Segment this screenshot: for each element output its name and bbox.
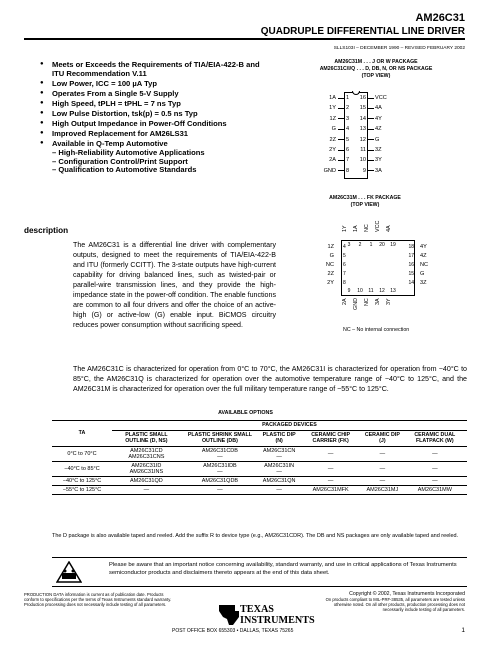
dip-left-pin-number: 6 [346, 147, 350, 153]
feature-subitem: – Qualification to Automotive Standards [52, 165, 197, 174]
dip-pin-stub [338, 129, 344, 130]
device-cell: AM26C31ID AM26C31INS [112, 461, 181, 476]
dip-left-pin-number: 5 [346, 136, 350, 143]
fk-left-pin-number: 7 [343, 271, 346, 277]
device-cell: AM26C31IDB — [181, 461, 259, 476]
fk-bottom-pin-number: 12 [379, 288, 385, 294]
dip-right-pin-label: 4A [375, 105, 382, 112]
device-cell: — [112, 485, 181, 494]
warning-text: Please be aware that an important notice concerning availability, standard warranty, and use in critical applications of Texas Instruments semiconductor products and disclaimers thereto appears at the end of this data sheet. [109, 562, 457, 576]
device-cell: — [299, 461, 362, 476]
dip-right-pin-label: VCC [375, 95, 387, 101]
dip-pin-stub [368, 139, 374, 140]
feature-item: ● High Speed, tPLH = tPHL = 7 ns Typ [40, 99, 270, 108]
document-title: QUADRUPLE DIFFERENTIAL LINE DRIVER [260, 26, 465, 37]
fk-right-pin-label: G [420, 271, 425, 277]
dip-left-pin-number: 7 [346, 157, 350, 164]
dip-pin-stub [338, 108, 344, 109]
copyright-note: On products compliant to MIL-PRF-38535, all parameters are tested unless otherwise noted. On all other products, production processing does not necessarily include testing of all parameters. [325, 597, 465, 612]
fk-bottom-pin-number: 9 [347, 288, 351, 294]
device-cell: — [299, 476, 362, 485]
package1-line3: (TOP VIEW) [361, 73, 391, 79]
device-cell: — [362, 461, 403, 476]
table-row [52, 485, 467, 494]
group-header: PACKAGED DEVICES [112, 421, 467, 431]
ta-cell: −40°C to 125°C [52, 476, 112, 485]
device-cell: — [259, 485, 299, 494]
dip-right-pin-label: 4Z [375, 126, 382, 133]
dip-left-pin-label: 1Z [329, 115, 336, 122]
fk-top-pin-label: 4A [386, 225, 392, 232]
dip-pin-stub [338, 139, 344, 140]
dip-right-pin-number: 16 [359, 95, 366, 101]
column-header: CERAMIC DIP (J) [362, 430, 403, 446]
package2-line1: AM26C31M . . . FK PACKAGE [329, 195, 401, 201]
column-headers [52, 430, 467, 446]
logo-text-texas: TEXAS [240, 604, 274, 615]
dip-left-pin-number: 4 [346, 126, 350, 133]
device-cell: AM26C31CD AM26C31CNS [112, 446, 181, 461]
column-header: PLASTIC SMALL OUTLINE (D, NS) [112, 430, 181, 446]
device-cell: AM26C31CDB — [181, 446, 259, 461]
dip-pin-stub [368, 150, 374, 151]
device-cell: AM26C31IN — [259, 461, 299, 476]
dip-left-pin-label: G [331, 126, 336, 133]
fk-left-pin-label: 2Z [327, 271, 334, 277]
dip-pin-stub [368, 170, 374, 171]
fk-left-pin-number: 6 [343, 262, 346, 268]
feature-item: ● Improved Replacement for AM26LS31 [40, 129, 270, 138]
feature-subitem: – Configuration Control/Print Support [52, 156, 188, 166]
part-number: AM26C31 [415, 12, 465, 24]
dip-left-pin-number: 1 [346, 95, 350, 101]
postal-address: POST OFFICE BOX 655303 • DALLAS, TEXAS 75265 [172, 628, 294, 634]
dip-right-pin-label: 3Y [375, 157, 382, 164]
warning-bottom-rule [52, 586, 467, 587]
dip-pin-stub [338, 160, 344, 161]
dip-left-pin-label: 2A [329, 157, 336, 164]
fk-top-pin-label: VCC [375, 220, 381, 232]
dip-pin-stub [368, 98, 374, 99]
package1-line1: AM26C31M . . . J OR W PACKAGE [334, 59, 418, 65]
ta-cell: −40°C to 85°C [52, 461, 112, 476]
fk-bottom-pin-label: 3Y [386, 298, 392, 305]
fk-top-pin-number: 1 [369, 242, 373, 248]
fk-bottom-pin-number: 11 [368, 288, 374, 294]
package1-heading [286, 59, 466, 80]
column-header: CERAMIC DUAL FLATPACK (W) [403, 430, 467, 446]
dip-left-pin-number: 2 [346, 105, 350, 112]
fk-bottom-pin-label: GND [353, 298, 359, 310]
fk-left-pin-number: 8 [343, 280, 346, 286]
table-row [52, 476, 467, 485]
dip-left-pin-label: 2Z [329, 136, 336, 143]
fk-bottom-pin-label: 2A [342, 298, 348, 305]
fk-left-pin-number: 4 [343, 244, 346, 250]
device-cell: AM26C31MFK [299, 485, 362, 494]
dip-right-pin-number: 10 [359, 157, 366, 164]
device-cell: — [362, 446, 403, 461]
dip-pin-stub [368, 118, 374, 119]
document-number: SLLS103I – DECEMBER 1990 – REVISED FEBRUARY 2002 [333, 46, 465, 51]
column-header: CERAMIC CHIP CARRIER (FK) [299, 430, 362, 446]
fk-top-pin-number: 2 [358, 242, 362, 248]
column-header: PLASTIC DIP (N) [259, 430, 299, 446]
fk-top-pin-number: 3 [347, 242, 351, 248]
device-cell: AM26C31MJ [362, 485, 403, 494]
dip-left-pin-number: 8 [346, 167, 350, 174]
fk-right-pin-number: 16 [408, 262, 414, 268]
device-cell: AM26C31QD [112, 476, 181, 485]
production-data-notice: PRODUCTION DATA information is current as of publication date. Products conform to specifications per the terms of Texas Instruments standard warranty. Production processing does not necessarily include testing of all parameters. [24, 592, 172, 607]
device-cell: AM26C31CN — [259, 446, 299, 461]
device-cell: AM26C31QN [259, 476, 299, 485]
dip-pin-stub [368, 160, 374, 161]
options-table [52, 420, 467, 495]
fk-bottom-pin-number: 10 [357, 288, 363, 294]
fk-right-pin-number: 18 [408, 244, 414, 250]
dip-pin-stub [338, 118, 344, 119]
temperature-paragraph: The AM26C31C is characterized for operation from 0°C to 70°C, the AM26C31I is characterized for operation from −40°C to 85°C, the AM26C31Q is characterized for operation over the automotive temperature range of −40°C to 125°C, and the AM26C31M is characterized for operation over the full military temperature range of −55°C to 125°C. [73, 365, 467, 393]
device-cell: — [403, 461, 467, 476]
dip-right-pin-label: 4Y [375, 115, 382, 122]
warning-rule [52, 557, 467, 558]
dip-right-pin-number: 9 [362, 167, 366, 174]
fk-right-pin-number: 17 [408, 253, 414, 259]
feature-item: ● Meets or Exceeds the Requirements of TIA/EIA-422-B and ITU Recommendation V.11 [40, 60, 270, 78]
feature-item: ● Low Pulse Distortion, tsk(p) = 0.5 ns Typ [40, 109, 270, 118]
dip-pin-stub [338, 170, 344, 171]
package2-heading [300, 195, 430, 209]
fk-bottom-pin-label: NC [364, 298, 370, 306]
table-row [52, 461, 467, 476]
fk-left-pin-label: G [329, 253, 334, 259]
ta-cell: −55°C to 125°C [52, 485, 112, 494]
dip-right-pin-label: G [375, 136, 380, 143]
dip-left-pin-label: 2Y [329, 147, 336, 153]
dip-left-pin-label: GND [323, 167, 336, 174]
feature-item: ● Operates From a Single 5-V Supply [40, 89, 270, 98]
fk-top-pin-number: 20 [379, 242, 385, 248]
feature-item: ● Available in Q-Temp Automotive [40, 139, 270, 148]
dip-left-pin-label: 1Y [329, 105, 336, 112]
logo-text-instruments: INSTRUMENTS [240, 615, 315, 626]
package2-line2: (TOP VIEW) [350, 202, 380, 208]
fk-right-pin-label: NC [420, 262, 429, 268]
copyright-text: Copyright © 2002, Texas Instruments Incorporated [349, 591, 465, 597]
options-title: AVAILABLE OPTIONS [218, 410, 273, 416]
fk-right-pin-label: 4Z [420, 253, 427, 259]
fk-top-pin-number: 19 [390, 242, 396, 248]
fk-right-pin-label: 4Y [420, 244, 427, 250]
description-heading: description [24, 226, 69, 235]
options-rows [52, 446, 467, 494]
fk-left-pin-label: 2Y [327, 280, 334, 286]
page-number: 1 [461, 627, 465, 634]
dip-right-pin-number: 15 [359, 105, 366, 112]
header-rule [24, 38, 465, 40]
device-cell: — [403, 476, 467, 485]
description-paragraph: The AM26C31 is a differential line driver with complementary outputs, designed to meet the requirements of TIA/EIA-422-B and ITU (formerly CCITT). The 3-state outputs have high-current capability for driving balanced lines, such as twisted-pair or parallel-wire transmission lines, and they provide the high-impedance state in the power-off condition. The enable functions are common to all four drivers and offer the choice of an active-high (G) or active-low (G) enable input. BiCMOS circuitry reduces power consumption without sacrificing speed. [73, 241, 276, 329]
feature-item: ● Low Power, ICC = 100 µA Typ [40, 79, 270, 88]
fk-left-pin-label: NC [325, 262, 334, 268]
ta-header: TA [52, 421, 112, 447]
fk-top-pin-label: 1A [353, 225, 359, 232]
dip-right-pin-label: 3A [375, 167, 382, 174]
dip-pin-stub [338, 150, 344, 151]
device-cell: AM26C31MW [403, 485, 467, 494]
dip-pin-stub [338, 98, 344, 99]
dip-right-pin-number: 14 [359, 115, 366, 122]
dip-left-pin-label: 1A [329, 95, 336, 101]
device-cell: AM26C31QDB [181, 476, 259, 485]
fk-right-pin-number: 15 [408, 271, 414, 277]
dip-right-pin-number: 13 [359, 126, 366, 133]
warning-icon [56, 561, 82, 583]
feature-sublist [40, 149, 270, 175]
device-cell: — [362, 476, 403, 485]
package1-line2: AM26C31C/I/Q . . . D, DB, N, OR NS PACKAGE [319, 66, 433, 72]
fk-bottom-pin-number: 13 [390, 288, 396, 294]
dip-right-pin-label: 3Z [375, 147, 382, 153]
fk-top-pin-label: 1Y [342, 225, 348, 232]
nc-note: NC – No internal connection [343, 327, 410, 333]
dip-right-pin-number: 11 [360, 147, 366, 153]
dip-pin-stub [368, 129, 374, 130]
fk-right-pin-number: 14 [408, 280, 414, 286]
table-row [52, 446, 467, 461]
device-cell: — [181, 485, 259, 494]
fk-right-pin-label: 3Z [420, 280, 427, 286]
column-header: PLASTIC SHRINK SMALL OUTLINE (DB) [181, 430, 259, 446]
dip-pin-stub [368, 108, 374, 109]
features-list [40, 60, 270, 175]
feature-subitem: – High-Reliability Automotive Applications [52, 148, 205, 157]
fk-left-pin-label: 1Z [327, 244, 334, 250]
feature-item: ● High Output Impedance in Power-Off Conditions [40, 119, 270, 128]
device-cell: — [403, 446, 467, 461]
dip-right-pin-number: 12 [359, 136, 366, 143]
fk-left-pin-number: 5 [343, 253, 346, 259]
fk-bottom-pin-label: 3A [375, 298, 381, 305]
ta-cell: 0°C to 70°C [52, 446, 112, 461]
dip-left-pin-number: 3 [346, 115, 350, 122]
device-cell: — [299, 446, 362, 461]
fk-top-pin-label: NC [364, 224, 370, 232]
table-note: The D package is also available taped and reeled. Add the suffix R to device type (e.g., AM26C31CDR). The DB and NS packages are only available taped and reeled. [52, 533, 459, 539]
copyright-block [315, 592, 465, 612]
